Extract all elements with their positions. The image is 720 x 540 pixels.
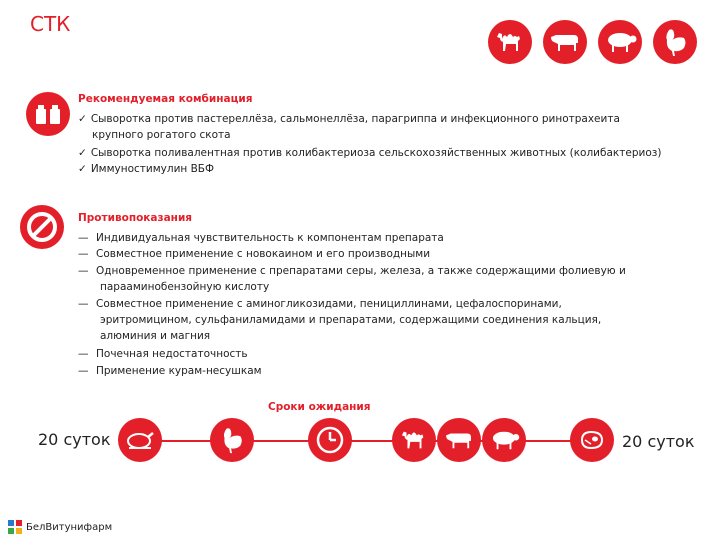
contraindication-item: — Совместное применение с новокаином и его производными (78, 248, 431, 260)
brand-name: БелВитунифарм (26, 521, 113, 533)
sheep-icon (482, 418, 526, 462)
contraindications-heading: Противопоказания (78, 212, 193, 224)
cow-icon (437, 418, 481, 462)
sheep-icon (598, 20, 642, 64)
brand-logo (8, 520, 112, 534)
cow-icon (543, 20, 587, 64)
contraindication-item-cont: парааминобензойную кислоту (100, 281, 270, 293)
contraindication-item: — Совместное применение с аминогликозидами, пенициллинами, цефалоспоринами, (78, 298, 562, 310)
meat-icon (570, 418, 614, 462)
bottles-icon (26, 92, 70, 136)
contraindication-item: — Одновременное применение с препаратами серы, железа, а также содержащими фолиевую и (78, 265, 626, 277)
recommended-item: ✓ Сыворотка поливалентная против колибактериоза сельскохозяйственных животных (колибактериоз) (78, 147, 662, 159)
chicken-icon (210, 418, 254, 462)
contraindication-item: — Индивидуальная чувствительность к компонентам препарата (78, 232, 444, 244)
contraindication-item: — Применение курам-несушкам (78, 365, 262, 377)
clock-icon (308, 418, 352, 462)
contraindication-item-cont: эритромицином, сульфаниламидами и препаратами, содержащими соединения кальция, (100, 314, 602, 326)
waiting-heading: Сроки ожидания (268, 401, 371, 413)
contraindication-item-cont: алюминия и магния (100, 330, 211, 342)
chicken-icon (653, 20, 697, 64)
prohibited-icon (20, 205, 64, 249)
waiting-left-label: 20 суток (38, 430, 111, 449)
waiting-right-label: 20 суток (622, 432, 695, 451)
camel-icon (488, 20, 532, 64)
recommended-heading: Рекомендуемая комбинация (78, 93, 253, 105)
brand-logo-icon (8, 520, 22, 534)
roast-chicken-icon (118, 418, 162, 462)
recommended-item: ✓ Иммуностимулин ВБФ (78, 163, 215, 175)
recommended-item-cont: крупного рогатого скота (92, 129, 231, 141)
page-title: СТК (30, 12, 71, 36)
camel-icon (392, 418, 436, 462)
contraindication-item: — Почечная недостаточность (78, 348, 248, 360)
recommended-item: ✓ Сыворотка против пастереллёза, сальмонеллёза, парагриппа и инфекционного ринотрахеита (78, 113, 620, 125)
